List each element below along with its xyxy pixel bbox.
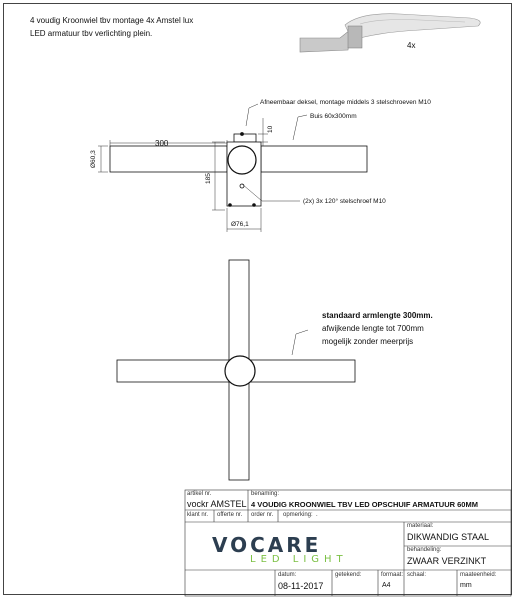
cross-view	[117, 260, 355, 480]
intro-line-2: LED armatuur tbv verlichting plein.	[30, 29, 153, 38]
note-line-1: afwijkende lengte tot 700mm	[322, 324, 424, 333]
offerte-label: offerte nr.	[217, 512, 243, 518]
side-view	[110, 133, 367, 207]
order-label: order nr.	[251, 512, 274, 518]
dim-hub-diameter: Ø76,1	[231, 221, 249, 228]
opmerking-value: .	[316, 512, 318, 518]
materiaal-value: DIKWANDIG STAAL	[407, 532, 490, 542]
materiaal-label: materiaal:	[407, 523, 434, 529]
luminaire-image	[300, 14, 480, 52]
eenheid-value: mm	[460, 582, 472, 589]
datum-value: 08-11-2017	[278, 581, 324, 591]
behandeling-value: ZWAAR VERZINKT	[407, 556, 487, 566]
dim-arm-diameter: Ø60,3	[90, 150, 97, 168]
eenheid-label: maateenheid:	[460, 572, 497, 578]
getekend-label: getekend:	[335, 572, 362, 578]
artikel-value: vockr AMSTEL	[187, 499, 247, 509]
callout-cover: Afneembaar deksel, montage middels 3 stelschroeven M10	[260, 99, 431, 106]
datum-label: datum:	[278, 572, 297, 578]
behandeling-label: behandeling:	[407, 547, 442, 553]
dim-arm-length: 300	[155, 139, 169, 148]
quantity-label: 4x	[407, 41, 416, 50]
logo-main: VOCARE	[212, 533, 322, 557]
opmerking-label: opmerking:	[283, 512, 313, 518]
logo-sub: LED LIGHT	[250, 554, 348, 565]
vocare-logo	[212, 533, 372, 567]
callout-tube: Buis 60x300mm	[310, 113, 357, 120]
note-title: standaard armlengte 300mm.	[322, 311, 433, 320]
callout-screw: (2x) 3x 120° stelschroef M10	[303, 198, 386, 205]
benaming-label: benaming:	[251, 491, 280, 497]
artikel-label: artikel nr.	[187, 491, 212, 497]
formaat-value: A4	[382, 582, 391, 589]
note-line-2: mogelijk zonder meerprijs	[322, 337, 414, 346]
dim-cap: 10	[267, 125, 274, 133]
dimensions	[98, 104, 308, 355]
schaal-label: schaal:	[407, 572, 427, 578]
dim-height: 185	[205, 173, 212, 184]
formaat-label: formaat:	[381, 572, 404, 578]
klant-label: klant nr.	[187, 512, 209, 518]
intro-line-1: 4 voudig Kroonwiel tbv montage 4x Amstel lux	[30, 16, 194, 25]
benaming-value: 4 VOUDIG KROONWIEL TBV LED OPSCHUIF ARMATUUR 60MM	[251, 500, 478, 509]
